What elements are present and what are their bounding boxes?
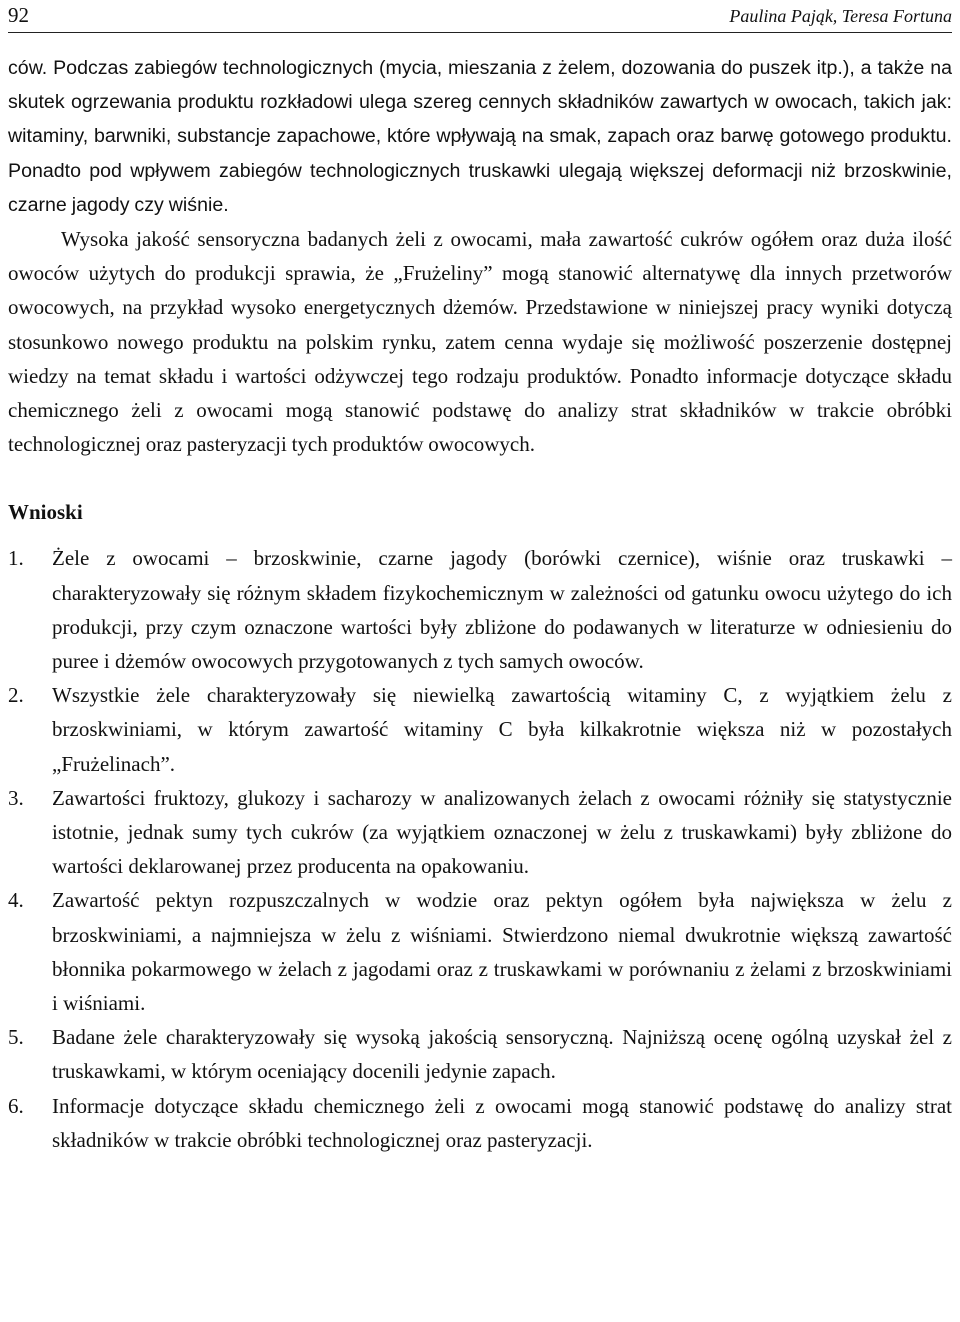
conclusion-number: 6. bbox=[8, 1093, 24, 1118]
conclusion-text: Żele z owocami – brzoskwinie, czarne jagody (borówki czernice), wiśnie oraz truskawki – charakteryzowały się różnym składem fizykochemicznym w zależności od gatunku owocu użytego do ich produkcji, przy czym oznaczone wartości były zbliżone do podawanych w literaturze w odniesieniu do puree i dżemów owocowych przygotowanych z tych samych owoców. bbox=[52, 546, 952, 674]
conclusion-number: 2. bbox=[8, 683, 24, 708]
conclusion-item bbox=[8, 1020, 952, 1088]
conclusions-list bbox=[8, 541, 952, 1157]
conclusion-item bbox=[8, 883, 952, 1020]
conclusion-text: Zawartości fruktozy, glukozy i sacharozy w analizowanych żelach z owocami różniły się statystycznie istotnie, jednak sumy tych cukrów (za wyjątkiem oznaczonej w żelu z truskawkami) były zbliżone do wartości deklarowanej przez producenta na opakowaniu. bbox=[52, 785, 952, 879]
conclusion-item bbox=[8, 1089, 952, 1157]
section-heading-conclusions: Wnioski bbox=[8, 500, 83, 525]
conclusion-number: 4. bbox=[8, 888, 24, 913]
conclusion-text: Wszystkie żele charakteryzowały się niewielką zawartością witaminy C, z wyjątkiem żelu z brzoskwiniami, w którym zawartość witaminy C była kilkakrotnie większa niż w pozostałych „Frużelinach”. bbox=[52, 683, 952, 776]
conclusion-number: 5. bbox=[8, 1025, 24, 1050]
body-paragraph: Wysoka jakość sensoryczna badanych żeli z owocami, mała zawartość cukrów ogółem oraz duża ilość owoców użytych do produkcji sprawia, że „Frużeliny” mogą stanowić alternatywę dla innych przetworów owocowych, na przykład wysoko energetycznych dżemów. Przedstawione w niniejszej pracy wyniki dotyczą stosunkowo nowego produktu na polskim rynku, zatem cenna wydaje się możliwość poszerzenie dostępnej wiedzy na temat składu i wartości odżywczej tego rodzaju produktów. Ponadto informacje dotyczące składu chemicznego żeli z owocami mogą stanowić podstawę do analizy strat składników w trakcie obróbki technologicznej oraz pasteryzacji tych produktów owocowych. bbox=[8, 227, 952, 457]
conclusion-text: Zawartość pektyn rozpuszczalnych w wodzie oraz pektyn ogółem była największa w żelu z brzoskwiniami, a najmniejsza w żelu z wiśniami. Stwierdzono niemal dwukrotnie większą zawartość błonnika pokarmowego w żelach z jagodami oraz z truskawkami w porównaniu z żelami z brzoskwiniami i wiśniami. bbox=[52, 888, 952, 1016]
page-number: 92 bbox=[8, 3, 29, 27]
running-head bbox=[8, 0, 952, 33]
conclusion-number: 3. bbox=[8, 785, 24, 810]
conclusion-item bbox=[8, 541, 952, 678]
conclusion-item bbox=[8, 781, 952, 884]
body-paragraph-continued: ców. Podczas zabiegów technologicznych (mycia, mieszania z żelem, dozowania do puszek itp.), a także na skutek ogrzewania produktu rozkładowi ulega szereg cennych składników zawartych w owocach, takich jak: witaminy, barwniki, substancje zapachowe, które wpływają na smak, zapach oraz barwę gotowego produktu. Ponadto pod wpływem zabiegów technologicznych truskawki ulegają większej deformacji niż brzoskwinie, czarne jagody czy wiśnie. bbox=[8, 57, 952, 216]
conclusion-text: Informacje dotyczące składu chemicznego żeli z owocami mogą stanowić podstawę do analizy strat składników w trakcie obróbki technologicznej oraz pasteryzacji. bbox=[52, 1093, 952, 1152]
running-head-authors: Paulina Pająk, Teresa Fortuna bbox=[729, 6, 952, 26]
conclusion-text: Badane żele charakteryzowały się wysoką jakością sensoryczną. Najniższą ocenę ogólną uzyskał żel z truskawkami, w którym oceniający docenili jedynie zapach. bbox=[52, 1025, 952, 1084]
journal-page bbox=[8, 0, 952, 1157]
conclusion-number: 1. bbox=[8, 546, 24, 571]
conclusion-item bbox=[8, 678, 952, 781]
